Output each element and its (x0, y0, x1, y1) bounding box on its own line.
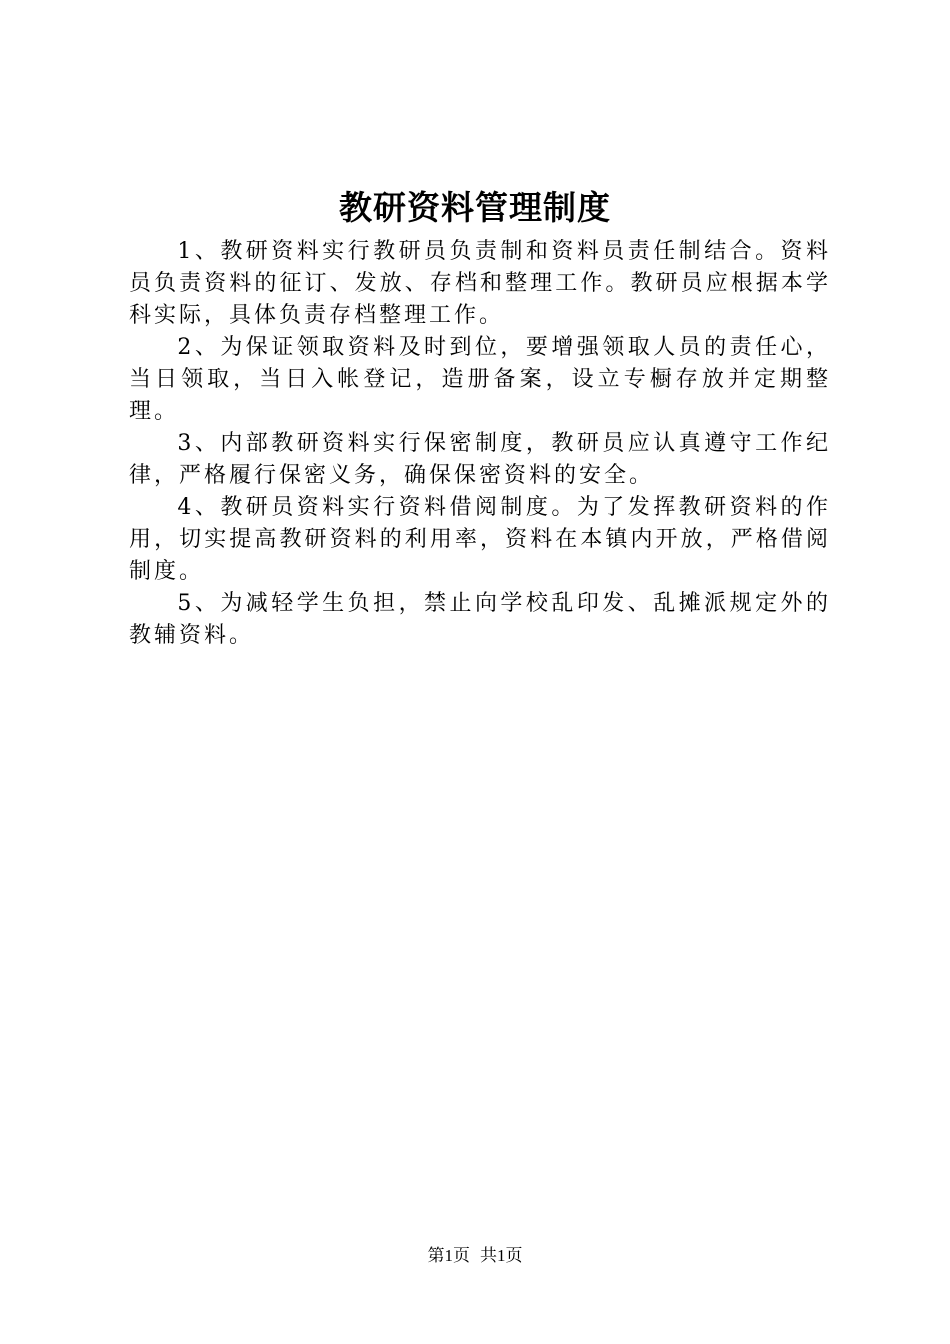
page-number-total: 共1页 (480, 1246, 523, 1265)
paragraph-5: 5、为减轻学生负担，禁止向学校乱印发、乱摊派规定外的教辅资料。 (129, 591, 831, 648)
page-footer (0, 1244, 950, 1268)
document-body (129, 236, 831, 652)
paragraph-3: 3、内部教研资料实行保密制度，教研员应认真遵守工作纪律，严格履行保密义务，确保保密资料的安全。 (129, 431, 831, 488)
paragraph-1: 1、教研资料实行教研员负责制和资料员责任制结合。资料员负责资料的征订、发放、存档和整理工作。教研员应根据本学科实际，具体负责存档整理工作。 (129, 239, 831, 328)
paragraph-4: 4、教研员资料实行资料借阅制度。为了发挥教研资料的作用，切实提高教研资料的利用率，资料在本镇内开放，严格借阅制度。 (129, 495, 831, 584)
paragraph-2: 2、为保证领取资料及时到位，要增强领取人员的责任心，当日领取，当日入帐登记，造册备案，设立专橱存放并定期整理。 (129, 335, 831, 424)
page-number-current: 第1页 (427, 1246, 470, 1265)
document-title: 教研资料管理制度 (339, 188, 611, 227)
